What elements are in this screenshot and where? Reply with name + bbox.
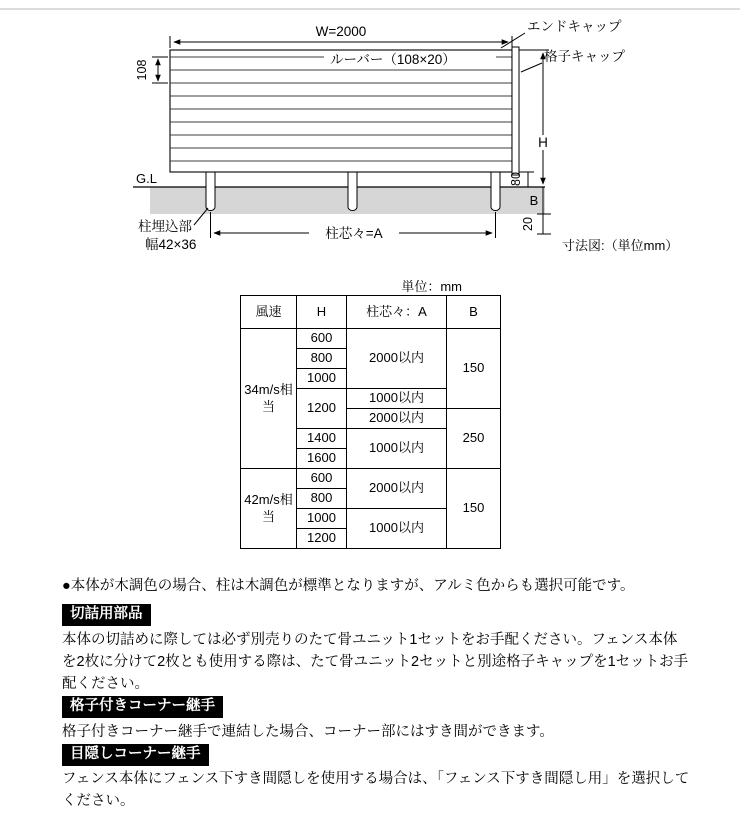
louver-label: ルーバー（108×20） xyxy=(330,52,456,67)
col-header-wind: 風速 xyxy=(241,296,297,329)
section-body-lattice-corner-joint: 格子付きコーナー継手で連結した場合、コーナー部にはすき間ができます。 xyxy=(62,724,554,740)
cell-b: 150 xyxy=(447,469,501,549)
cell-h: 1200 xyxy=(297,529,347,549)
lattice-cap-label: 格子キャップ xyxy=(544,49,625,64)
cell-h: 1400 xyxy=(297,429,347,449)
cell-a: 2000以内 xyxy=(347,329,447,389)
end-cap-label: エンドキャップ xyxy=(527,19,622,34)
col-header-b: B xyxy=(447,296,501,329)
post-embed-label-2: 幅42×36 xyxy=(145,237,197,252)
cell-wind-34: 34m/s相当 xyxy=(241,329,297,469)
cell-a: 1000以内 xyxy=(347,429,447,469)
cell-h: 600 xyxy=(297,329,347,349)
post-left xyxy=(206,171,215,211)
cell-h: 1000 xyxy=(297,369,347,389)
section-title-lattice-corner-joint: 格子付きコーナー継手 xyxy=(62,696,223,718)
cell-a: 1000以内 xyxy=(347,389,447,409)
dim-pitch xyxy=(152,57,168,83)
dim-b-label: B xyxy=(529,193,539,208)
cell-a: 2000以内 xyxy=(347,469,447,509)
post-embed-label-1: 柱埋込部 xyxy=(138,219,192,234)
dim-width-label: W=2000 xyxy=(315,24,367,39)
dim-h-label: H xyxy=(538,135,548,150)
section-body-privacy-corner-joint: フェンス本体にフェンス下すき間隠しを使用する場合は、「フェンス下すき間隠し用」を選択してください。 xyxy=(62,771,690,809)
gl-label: G.L xyxy=(136,171,157,186)
dim-20-label: 20 xyxy=(521,217,535,231)
section-title-privacy-corner-joint: 目隠しコーナー継手 xyxy=(62,744,209,766)
table-unit-label: 単位：mm xyxy=(401,279,462,294)
table-row xyxy=(241,469,501,489)
cell-h: 800 xyxy=(297,489,347,509)
cell-h: 1000 xyxy=(297,509,347,529)
col-header-a: 柱芯々：A xyxy=(347,296,447,329)
dim-h xyxy=(519,50,549,184)
cell-b: 150 xyxy=(447,329,501,409)
table-header-row xyxy=(241,296,501,329)
lattice-cap-leader xyxy=(521,63,542,72)
section-title-cut-parts: 切詰用部品 xyxy=(62,604,151,626)
fence-panel xyxy=(170,50,512,172)
cell-wind-42: 42m/s相当 xyxy=(241,469,297,549)
cell-h: 1600 xyxy=(297,449,347,469)
table-row xyxy=(241,329,501,349)
fence-dimension-diagram xyxy=(0,0,740,270)
dim-80-label: 80 xyxy=(509,172,523,186)
dim-pitch-label: 108 xyxy=(135,59,149,81)
cell-h: 800 xyxy=(297,349,347,369)
lattice-cap-strip xyxy=(512,47,519,175)
post-right xyxy=(491,171,500,211)
color-note: ●本体が木調色の場合、柱は木調色が標準となりますが、アルミ色からも選択可能です。 xyxy=(62,578,635,594)
cell-h: 1200 xyxy=(297,389,347,429)
dim-post-pitch-label: 柱芯々=A xyxy=(325,226,383,241)
cell-b: 250 xyxy=(447,409,501,469)
wind-spec-table xyxy=(240,295,501,549)
section-body-cut-parts: 本体の切詰めに際しては必ず別売りのたて骨ユニット1セットをお手配ください。フェンス本体を2枚に分けて2枚とも使用する際は、たて骨ユニット2セットと別途格子キャップを1セットお手配ください。 xyxy=(62,632,689,692)
col-header-h: H xyxy=(297,296,347,329)
cell-h: 600 xyxy=(297,469,347,489)
cell-a: 2000以内 xyxy=(347,409,447,429)
end-cap-leader xyxy=(501,33,525,48)
post-center xyxy=(348,171,357,211)
diagram-caption: 寸法図:（単位mm） xyxy=(562,238,679,253)
cell-a: 1000以内 xyxy=(347,509,447,549)
dim-20 xyxy=(537,214,551,234)
